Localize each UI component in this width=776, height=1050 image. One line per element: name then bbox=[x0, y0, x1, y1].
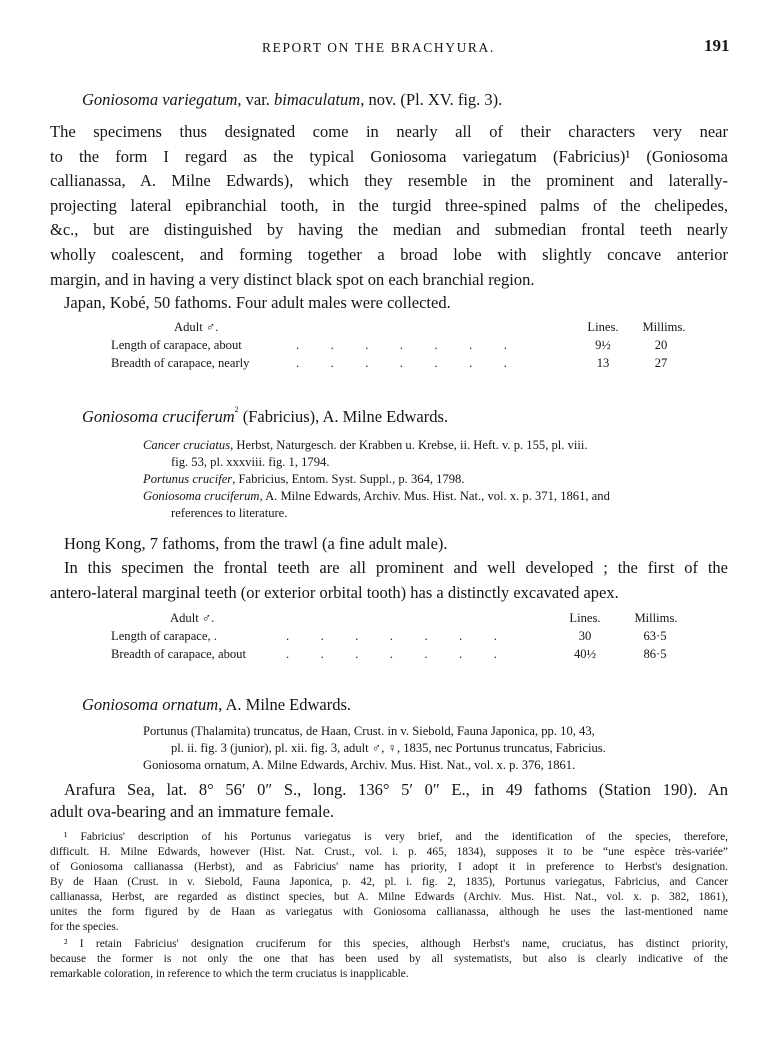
text-line: for the species. bbox=[50, 921, 119, 933]
dot-leader: . . . . . . . bbox=[296, 356, 507, 370]
locality-1: Japan, Kobé, 50 fathoms. Four adult males were collected. bbox=[64, 293, 451, 312]
species-heading-ornatum: Goniosoma ornatum, A. Milne Edwards. bbox=[82, 695, 352, 714]
locality-3-continued: adult ova-bearing and an immature female. bbox=[50, 802, 335, 821]
text-line: difficult. H. Milne Edwards, however (Hist. Nat. Crust., vol. i. p. 465, 1834), supposes it to be “une espèce très-variée” bbox=[50, 846, 728, 858]
synonymy-entry: Portunus (Thalamita) truncatus, de Haan, Crust. in v. Siebold, Fauna Japonica, pp. 10, 43, bbox=[143, 724, 595, 738]
table-sex-label: Adult ♂. bbox=[174, 320, 219, 334]
value-lines: 30 bbox=[578, 629, 592, 643]
table-row-label: Breadth of carapace, about bbox=[111, 647, 246, 661]
description-paragraph-1 bbox=[50, 120, 728, 292]
table-row-label: Breadth of carapace, nearly bbox=[111, 356, 250, 370]
text-line: projecting lateral epibranchial tooth, in the turgid three-spined palms of the chelipedes, bbox=[50, 195, 728, 215]
column-header-lines: Lines. bbox=[587, 320, 619, 334]
dot-leader: . . . . . . . bbox=[296, 338, 507, 352]
text-line: of Goniosoma callianassa (Herbst), and as Fabricius' name has priority, I adopt it in preference to Herbst's designation. bbox=[50, 861, 728, 873]
column-header-lines: Lines. bbox=[569, 611, 601, 625]
table-row-label: Length of carapace, . bbox=[111, 629, 217, 643]
column-header-millims: Millims. bbox=[634, 611, 678, 625]
synonymy-entry: pl. ii. fig. 3 (junior), pl. xii. fig. 3, adult ♂, ♀, 1835, nec Portunus truncatus, Fabricius. bbox=[171, 741, 606, 755]
text-line: In this specimen the frontal teeth are all prominent and well developed ; the first of the bbox=[64, 558, 728, 577]
text-line: to the form I regard as the typical Goniosoma variegatum (Fabricius)¹ (Goniosoma bbox=[50, 146, 728, 166]
text-line: remarkable coloration, in reference to which the term cruciatus is inapplicable. bbox=[50, 968, 409, 980]
column-header-millims: Millims. bbox=[642, 320, 686, 334]
text-line: ² I retain Fabricius' designation cruciferum for this species, although Herbst's name, cruciatus, has distinct priority, bbox=[64, 938, 728, 950]
value-millims: 63·5 bbox=[643, 629, 667, 643]
synonymy-entry: Portunus crucifer, Fabricius, Entom. Syst. Suppl., p. 364, 1798. bbox=[143, 472, 465, 486]
species-heading-cruciferum: Goniosoma cruciferum$^2$ (Fabricius), A. Milne Edwards. bbox=[82, 405, 449, 426]
synonymy-list-3 bbox=[143, 723, 606, 774]
table-row-label: Length of carapace, about bbox=[111, 338, 242, 352]
synonymy-entry: Goniosoma ornatum, A. Milne Edwards, Archiv. Mus. Hist. Nat., vol. x. p. 376, 1861. bbox=[143, 758, 576, 772]
synonymy-entry: references to literature. bbox=[171, 506, 288, 520]
footnote-marker: 2 bbox=[234, 405, 239, 414]
text-line: unites the form figured by de Haan as variegatus with Goniosoma callianassa, although he uses the last-mentioned name bbox=[50, 906, 728, 918]
text-line: The specimens thus designated come in nearly all of their characters very near bbox=[50, 122, 728, 141]
species-name: Goniosoma ornatum bbox=[82, 695, 219, 714]
text-line: because the former is not only the one that has been used by all systematists, but also is clearly indicative of the bbox=[50, 953, 728, 965]
dot-leader: . . . . . . . bbox=[286, 647, 497, 661]
value-lines: 9½ bbox=[595, 338, 611, 352]
variety-name: bimaculatum bbox=[274, 90, 361, 109]
species-heading-variegatum: Goniosoma variegatum, var. bimaculatum, nov. (Pl. XV. fig. 3). bbox=[82, 90, 503, 109]
table-sex-label: Adult ♂. bbox=[170, 611, 215, 625]
text-line: margin, and in having a very distinct black spot on each branchial region. bbox=[50, 269, 535, 289]
value-millims: 20 bbox=[654, 338, 668, 352]
species-name: Goniosoma cruciferum bbox=[82, 407, 235, 426]
synonymy-entry: Goniosoma cruciferum, A. Milne Edwards, Archiv. Mus. Hist. Nat., vol. x. p. 371, 1861, and bbox=[143, 489, 610, 503]
species-name: Goniosoma variegatum bbox=[82, 90, 238, 109]
synonymy-list-2 bbox=[143, 437, 610, 522]
value-lines: 40½ bbox=[573, 647, 597, 661]
description-paragraph-2 bbox=[50, 556, 728, 605]
locality-2: Hong Kong, 7 fathoms, from the trawl (a fine adult male). bbox=[64, 534, 448, 553]
value-millims: 27 bbox=[654, 356, 668, 370]
text-line: By de Haan (Crust. in v. Siebold, Fauna Japonica, p. 42, pl. i. fig. 2, 1835), Portunus variegatus, Fabricius, and Cancer bbox=[50, 876, 728, 888]
footnote-2 bbox=[50, 937, 728, 982]
text-line: ¹ Fabricius' description of his Portunus variegatus is very brief, and the identification of the species, therefore, bbox=[64, 831, 728, 843]
synonymy-entry: Cancer cruciatus, Herbst, Naturgesch. der Krabben u. Krebse, ii. Heft. v. p. 155, pl. viii. bbox=[143, 438, 588, 452]
dot-leader: . . . . . . . bbox=[286, 629, 497, 643]
value-millims: 86·5 bbox=[643, 647, 667, 661]
text-line: antero-lateral marginal teeth (or exterior orbital tooth) has a distinctly excavated apex. bbox=[50, 582, 619, 602]
footnote-1 bbox=[50, 830, 728, 935]
text-line: callianassa, A. Milne Edwards), which they resemble in the prominent and laterally- bbox=[50, 171, 728, 191]
running-title: REPORT ON THE BRACHYURA. bbox=[262, 40, 495, 55]
page-number: 191 bbox=[704, 36, 730, 55]
value-lines: 13 bbox=[596, 356, 610, 370]
text-line: callianassa, Herbst, are regarded as distinct species, but A. Milne Edwards (Archiv. Mus. Hist. Nat., vol. x. p. 382, 1861), bbox=[50, 891, 728, 903]
text-line: wholly coalescent, and forming together a broad lobe with slightly concave anterior bbox=[50, 244, 728, 264]
synonymy-entry: fig. 53, pl. xxxviii. fig. 1, 1794. bbox=[171, 455, 330, 469]
text-line: &c., but are distinguished by having the median and submedian frontal teeth nearly bbox=[50, 220, 728, 240]
locality-3 bbox=[64, 778, 728, 803]
text-line: Arafura Sea, lat. 8° 56′ 0″ S., long. 136° 5′ 0″ E., in 49 fathoms (Station 190). An bbox=[64, 780, 728, 799]
